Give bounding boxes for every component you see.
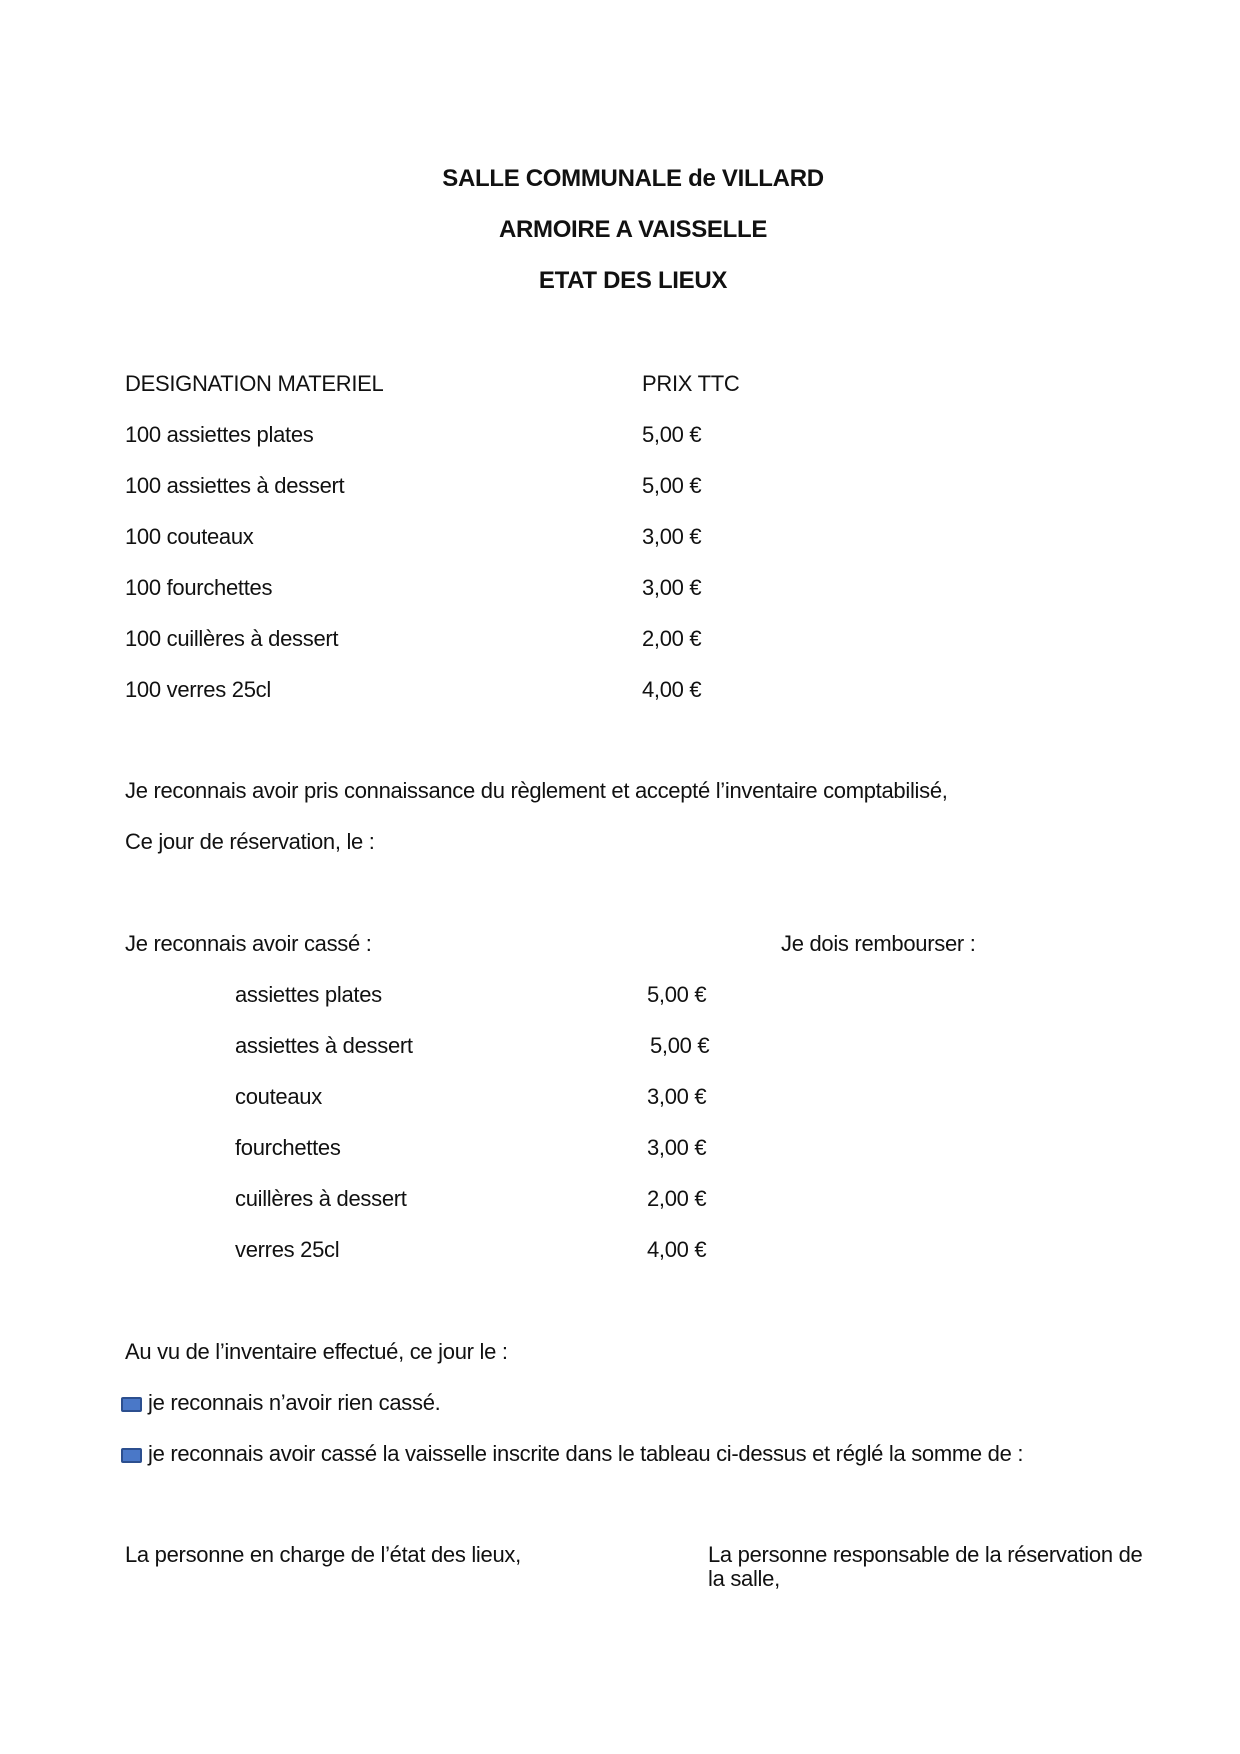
- breakage-price: 3,00 €: [647, 1084, 707, 1109]
- inventory-price: 3,00 €: [642, 575, 702, 600]
- breakage-item: assiettes à dessert: [235, 1033, 413, 1058]
- designation-header: DESIGNATION MATERIEL: [125, 371, 384, 396]
- acknowledgement-text: Je reconnais avoir pris connaissance du règlement et accepté l’inventaire comptabilisé,: [125, 778, 948, 803]
- breakage-item: verres 25cl: [235, 1237, 340, 1262]
- page-subtitle-2: ETAT DES LIEUX: [538, 267, 728, 294]
- inventory-item: 100 verres 25cl: [125, 677, 271, 702]
- breakage-price: 5,00 €: [650, 1033, 710, 1058]
- inventory-date-label: Au vu de l’inventaire effectué, ce jour le :: [125, 1339, 508, 1364]
- inventory-item: 100 cuillères à dessert: [125, 626, 339, 651]
- breakage-price: 4,00 €: [647, 1237, 707, 1262]
- inventory-price: 3,00 €: [642, 524, 702, 549]
- items-broken-checkbox[interactable]: [121, 1448, 142, 1463]
- page-title: SALLE COMMUNALE de VILLARD: [442, 165, 824, 192]
- reservation-signature-label-1: La personne responsable de la réservation de: [708, 1542, 1143, 1567]
- inventory-price: 5,00 €: [642, 473, 702, 498]
- breakage-label: Je reconnais avoir cassé :: [125, 931, 372, 956]
- refund-label: Je dois rembourser :: [781, 931, 976, 956]
- inventory-item: 100 assiettes à dessert: [125, 473, 345, 498]
- breakage-price: 5,00 €: [647, 982, 707, 1007]
- inventory-item: 100 assiettes plates: [125, 422, 314, 447]
- breakage-item: couteaux: [235, 1084, 322, 1109]
- nothing-broken-checkbox[interactable]: [121, 1397, 142, 1412]
- page-subtitle: ARMOIRE A VAISSELLE: [498, 216, 768, 243]
- nothing-broken-label: je reconnais n’avoir rien cassé.: [148, 1390, 441, 1415]
- inventory-price: 2,00 €: [642, 626, 702, 651]
- breakage-price: 3,00 €: [647, 1135, 707, 1160]
- breakage-item: assiettes plates: [235, 982, 382, 1007]
- breakage-item: fourchettes: [235, 1135, 341, 1160]
- inventory-item: 100 couteaux: [125, 524, 254, 549]
- breakage-price: 2,00 €: [647, 1186, 707, 1211]
- inventory-price: 5,00 €: [642, 422, 702, 447]
- breakage-item: cuillères à dessert: [235, 1186, 407, 1211]
- inventory-item: 100 fourchettes: [125, 575, 273, 600]
- price-header: PRIX TTC: [642, 371, 740, 396]
- inventory-price: 4,00 €: [642, 677, 702, 702]
- reservation-date-label: Ce jour de réservation, le :: [125, 829, 375, 854]
- reservation-signature-label-2: la salle,: [708, 1566, 780, 1591]
- items-broken-label: je reconnais avoir cassé la vaisselle inscrite dans le tableau ci-dessus et réglé la somme de :: [148, 1441, 1024, 1466]
- inspector-signature-label: La personne en charge de l’état des lieux,: [125, 1542, 521, 1567]
